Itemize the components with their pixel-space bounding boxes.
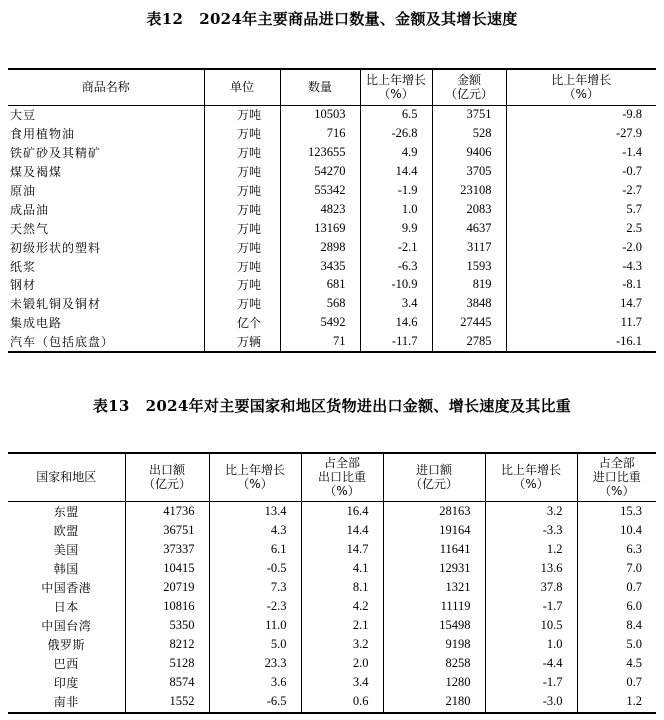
header-import-growth: 比上年增长 （%） — [485, 453, 577, 501]
import-amount: 15498 — [383, 616, 485, 635]
commodity-name: 成品油 — [10, 202, 50, 217]
import-growth: 10.5 — [485, 616, 577, 635]
table-row — [8, 181, 656, 200]
unit: 万吨 — [204, 105, 280, 124]
import-growth: -4.4 — [485, 654, 577, 673]
import-share: 10.4 — [577, 521, 656, 540]
table-row — [8, 616, 656, 635]
quantity: 55342 — [280, 181, 360, 200]
import-share: 6.0 — [577, 597, 656, 616]
import-share: 7.0 — [577, 559, 656, 578]
amount: 9406 — [432, 143, 506, 162]
import-share: 8.4 — [577, 616, 656, 635]
export-share: 16.4 — [301, 501, 383, 521]
import-growth: 13.6 — [485, 559, 577, 578]
table-row — [8, 143, 656, 162]
table-row — [8, 105, 656, 124]
amount-growth: 14.7 — [506, 294, 656, 313]
table-row — [8, 219, 656, 238]
table12-title — [0, 8, 664, 29]
header-region: 国家和地区 — [36, 470, 97, 485]
table12-number: 表12 — [146, 10, 184, 28]
region-name: 美国 — [53, 542, 79, 557]
quantity: 4823 — [280, 200, 360, 219]
region-name: 韩国 — [53, 561, 79, 576]
export-share: 3.4 — [301, 673, 383, 692]
import-share: 0.7 — [577, 578, 656, 597]
quantity-growth: 14.6 — [360, 313, 432, 332]
table-row — [8, 501, 656, 521]
import-amount: 19164 — [383, 521, 485, 540]
amount-growth: 2.5 — [506, 219, 656, 238]
export-amount: 36751 — [125, 521, 209, 540]
quantity-growth: -1.9 — [360, 181, 432, 200]
amount: 3705 — [432, 162, 506, 181]
import-share: 1.2 — [577, 692, 656, 712]
quantity-growth: -11.7 — [360, 332, 432, 352]
table12-import-commodities — [8, 68, 656, 353]
table-row — [8, 332, 656, 352]
amount-growth: 11.7 — [506, 313, 656, 332]
import-amount: 1321 — [383, 578, 485, 597]
table-row — [8, 521, 656, 540]
table-row — [8, 238, 656, 257]
commodity-name: 原油 — [10, 184, 37, 198]
unit: 万吨 — [204, 200, 280, 219]
amount: 528 — [432, 124, 506, 143]
table-row — [8, 276, 656, 295]
table-row — [8, 673, 656, 692]
unit: 万吨 — [204, 257, 280, 276]
import-amount: 28163 — [383, 501, 485, 521]
table13-header-row — [8, 453, 656, 501]
quantity-growth: 1.0 — [360, 200, 432, 219]
table-row — [8, 200, 656, 219]
import-growth: -3.3 — [485, 521, 577, 540]
import-amount: 11119 — [383, 597, 485, 616]
table13-number: 表13 — [92, 397, 130, 415]
unit: 万吨 — [204, 181, 280, 200]
amount-growth: -16.1 — [506, 332, 656, 352]
amount: 2083 — [432, 200, 506, 219]
header-commodity-name: 商品名称 — [81, 80, 130, 95]
unit: 万吨 — [204, 238, 280, 257]
quantity: 54270 — [280, 162, 360, 181]
unit: 万吨 — [204, 143, 280, 162]
export-share: 4.1 — [301, 559, 383, 578]
amount: 2785 — [432, 332, 506, 352]
unit: 万吨 — [204, 219, 280, 238]
export-growth: 5.0 — [209, 635, 301, 654]
region-name: 中国香港 — [41, 580, 92, 595]
amount: 3848 — [432, 294, 506, 313]
amount: 4637 — [432, 219, 506, 238]
table-row — [8, 559, 656, 578]
table12-header-row — [8, 69, 656, 105]
amount: 3751 — [432, 105, 506, 124]
amount-growth: -8.1 — [506, 276, 656, 295]
import-share: 0.7 — [577, 673, 656, 692]
table-row — [8, 578, 656, 597]
commodity-name: 钢材 — [10, 278, 37, 293]
import-amount: 9198 — [383, 635, 485, 654]
table-row — [8, 635, 656, 654]
region-name: 东盟 — [53, 504, 79, 519]
import-share: 15.3 — [577, 501, 656, 521]
region-name: 巴西 — [53, 657, 79, 672]
region-name: 印度 — [53, 676, 79, 691]
commodity-name: 食用植物油 — [10, 127, 76, 142]
import-growth: 37.8 — [485, 578, 577, 597]
quantity: 716 — [280, 124, 360, 143]
unit: 万吨 — [204, 124, 280, 143]
table-row — [8, 313, 656, 332]
region-name: 南非 — [53, 695, 79, 710]
export-amount: 5350 — [125, 616, 209, 635]
import-amount: 1280 — [383, 673, 485, 692]
unit: 万吨 — [204, 276, 280, 295]
export-amount: 20719 — [125, 578, 209, 597]
export-growth: 3.6 — [209, 673, 301, 692]
import-growth: 3.2 — [485, 501, 577, 521]
import-share: 5.0 — [577, 635, 656, 654]
amount-growth: -2.7 — [506, 181, 656, 200]
region-name: 俄罗斯 — [47, 638, 85, 653]
export-amount: 1552 — [125, 692, 209, 712]
amount: 3117 — [432, 238, 506, 257]
export-growth: 4.3 — [209, 521, 301, 540]
quantity: 681 — [280, 276, 360, 295]
table13-trade-by-region — [8, 452, 656, 714]
quantity: 3435 — [280, 257, 360, 276]
unit: 亿个 — [204, 313, 280, 332]
header-amount-growth: 比上年增长 （%） — [506, 69, 656, 105]
commodity-name: 天然气 — [10, 221, 50, 236]
quantity-growth: 9.9 — [360, 219, 432, 238]
export-growth: -0.5 — [209, 559, 301, 578]
export-growth: -6.5 — [209, 692, 301, 712]
commodity-name: 纸浆 — [10, 259, 37, 274]
header-amount: 金额 （亿元） — [432, 69, 506, 105]
header-quantity: 数量 — [280, 69, 360, 105]
unit: 万辆 — [204, 332, 280, 352]
export-share: 2.1 — [301, 616, 383, 635]
commodity-name: 大豆 — [10, 108, 37, 123]
export-share: 14.7 — [301, 540, 383, 559]
import-share: 4.5 — [577, 654, 656, 673]
header-export: 出口额 （亿元） — [125, 453, 209, 501]
commodity-name: 煤及褐煤 — [10, 165, 63, 180]
amount: 1593 — [432, 257, 506, 276]
export-growth: 23.3 — [209, 654, 301, 673]
table-row — [8, 124, 656, 143]
region-name: 欧盟 — [53, 523, 79, 538]
export-amount: 37337 — [125, 540, 209, 559]
amount-growth: -4.3 — [506, 257, 656, 276]
amount-growth: -1.4 — [506, 143, 656, 162]
import-growth: -1.7 — [485, 597, 577, 616]
export-growth: 13.4 — [209, 501, 301, 521]
amount: 27445 — [432, 313, 506, 332]
amount: 819 — [432, 276, 506, 295]
export-share: 2.0 — [301, 654, 383, 673]
export-share: 0.6 — [301, 692, 383, 712]
import-amount: 2180 — [383, 692, 485, 712]
quantity: 5492 — [280, 313, 360, 332]
table-row — [8, 257, 656, 276]
table13-title — [0, 395, 664, 416]
commodity-name: 未锻轧铜及铜材 — [10, 297, 102, 312]
quantity-growth: -2.1 — [360, 238, 432, 257]
export-amount: 41736 — [125, 501, 209, 521]
quantity-growth: 6.5 — [360, 105, 432, 124]
export-share: 14.4 — [301, 521, 383, 540]
quantity-growth: -6.3 — [360, 257, 432, 276]
export-growth: 6.1 — [209, 540, 301, 559]
amount-growth: -27.9 — [506, 124, 656, 143]
quantity-growth: 3.4 — [360, 294, 432, 313]
export-growth: 11.0 — [209, 616, 301, 635]
table-row — [8, 162, 656, 181]
amount-growth: -9.8 — [506, 105, 656, 124]
import-amount: 11641 — [383, 540, 485, 559]
table-row — [8, 692, 656, 712]
region-name: 日本 — [53, 600, 79, 615]
header-export-share: 占全部 出口比重 （%） — [301, 453, 383, 501]
unit: 万吨 — [204, 294, 280, 313]
import-growth: -1.7 — [485, 673, 577, 692]
quantity-growth: -10.9 — [360, 276, 432, 295]
import-amount: 12931 — [383, 559, 485, 578]
quantity-growth: 14.4 — [360, 162, 432, 181]
import-share: 6.3 — [577, 540, 656, 559]
amount-growth: -0.7 — [506, 162, 656, 181]
unit: 万吨 — [204, 162, 280, 181]
table-row — [8, 597, 656, 616]
amount-growth: -2.0 — [506, 238, 656, 257]
export-amount: 8574 — [125, 673, 209, 692]
header-import-share: 占全部 进口比重 （%） — [577, 453, 656, 501]
quantity: 71 — [280, 332, 360, 352]
import-growth: 1.0 — [485, 635, 577, 654]
quantity-growth: -26.8 — [360, 124, 432, 143]
quantity-growth: 4.9 — [360, 143, 432, 162]
commodity-name: 汽车（包括底盘） — [10, 335, 115, 350]
export-amount: 8212 — [125, 635, 209, 654]
import-amount: 8258 — [383, 654, 485, 673]
table13-title-text: 2024年对主要国家和地区货物进出口金额、增长速度及其比重 — [145, 397, 572, 415]
commodity-name: 集成电路 — [10, 316, 63, 331]
region-name: 中国台湾 — [41, 619, 92, 634]
quantity: 10503 — [280, 105, 360, 124]
import-growth: -3.0 — [485, 692, 577, 712]
commodity-name: 铁矿砂及其精矿 — [10, 146, 102, 161]
table-row — [8, 294, 656, 313]
table-row — [8, 654, 656, 673]
export-amount: 5128 — [125, 654, 209, 673]
quantity: 2898 — [280, 238, 360, 257]
quantity: 568 — [280, 294, 360, 313]
export-amount: 10415 — [125, 559, 209, 578]
export-share: 4.2 — [301, 597, 383, 616]
header-export-growth: 比上年增长 （%） — [209, 453, 301, 501]
commodity-name: 初级形状的塑料 — [10, 240, 102, 255]
import-growth: 1.2 — [485, 540, 577, 559]
amount-growth: 5.7 — [506, 200, 656, 219]
export-share: 8.1 — [301, 578, 383, 597]
quantity: 13169 — [280, 219, 360, 238]
table12-title-text: 2024年主要商品进口数量、金额及其增长速度 — [199, 10, 518, 28]
export-share: 3.2 — [301, 635, 383, 654]
header-unit: 单位 — [204, 69, 280, 105]
header-import: 进口额 （亿元） — [383, 453, 485, 501]
export-growth: -2.3 — [209, 597, 301, 616]
header-quantity-growth: 比上年增长 （%） — [360, 69, 432, 105]
export-amount: 10816 — [125, 597, 209, 616]
export-growth: 7.3 — [209, 578, 301, 597]
quantity: 123655 — [280, 143, 360, 162]
amount: 23108 — [432, 181, 506, 200]
table-row — [8, 540, 656, 559]
